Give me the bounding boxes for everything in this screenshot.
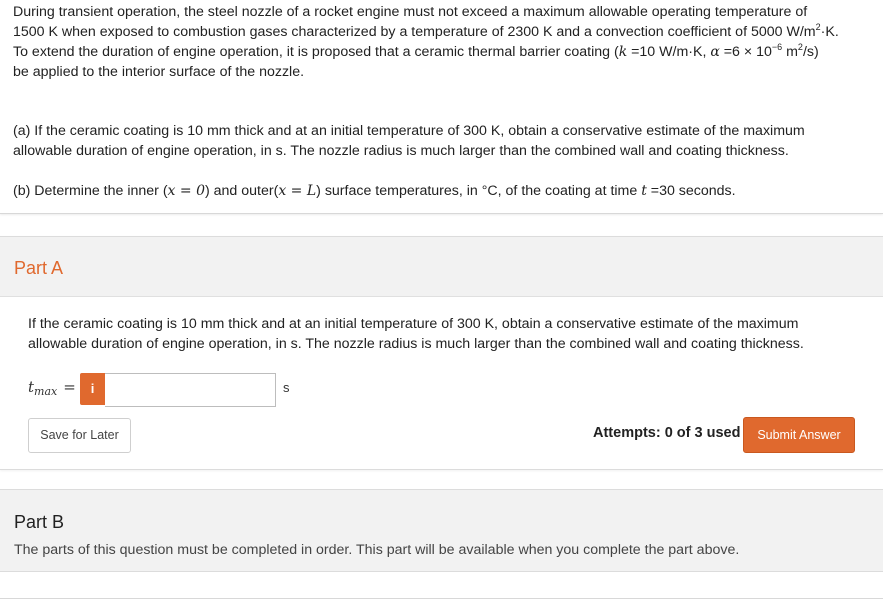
unit-text: ·K. xyxy=(820,24,839,40)
unit-text: m xyxy=(782,44,798,60)
answer-subscript: max xyxy=(34,385,58,398)
math-xL: x = L xyxy=(278,183,317,199)
answer-symbol: t xyxy=(28,378,35,396)
symbol-k: k xyxy=(618,44,628,60)
k-value: =10 W/m·K, xyxy=(627,44,711,60)
part-a-question-line-2: allowable duration of engine operation, in s. The nozzle radius is much larger than the combined wall and coating thickness. xyxy=(28,336,804,352)
problem-part-a xyxy=(13,121,873,161)
superscript: 2 xyxy=(797,42,803,52)
part-a-line-2: allowable duration of engine operation, in s. The nozzle radius is much larger than the combined wall and coating thickness. xyxy=(13,143,789,159)
part-b-title: Part B xyxy=(14,512,65,532)
part-a-line-1: (a) If the ceramic coating is 10 mm thick and at an initial temperature of 300 K, obtain a conservative estimate of the maximum xyxy=(13,123,805,139)
answer-input[interactable] xyxy=(105,373,276,407)
part-a-header xyxy=(0,237,883,297)
divider xyxy=(0,598,883,599)
part-a-question xyxy=(28,314,868,354)
problem-statement xyxy=(0,0,883,214)
symbol-alpha: α xyxy=(710,44,720,60)
submit-answer-button[interactable]: Submit Answer xyxy=(743,417,855,453)
unit-label: s xyxy=(283,380,290,395)
superscript: 2 xyxy=(815,22,821,32)
problem-intro xyxy=(13,2,873,82)
part-b-panel xyxy=(0,489,883,572)
math-x0: x = 0 xyxy=(167,183,205,199)
problem-line-4: be applied to the interior surface of the nozzle. xyxy=(13,64,305,80)
part-b-text: (b) Determine the inner ( xyxy=(13,183,168,199)
unit-text: /s) xyxy=(802,44,819,60)
alpha-value: =6 × 10 xyxy=(719,44,772,60)
problem-line-2: 1500 K when exposed to combustion gases characterized by a temperature of 2300 K and a convection coefficient of 5000 W/m xyxy=(13,24,816,40)
math-t: t xyxy=(641,183,647,199)
problem-line-3: To extend the duration of engine operation, it is proposed that a ceramic thermal barrier coating ( xyxy=(13,44,619,60)
attempts-counter: Attempts: 0 of 3 used xyxy=(593,425,741,441)
save-for-later-button[interactable]: Save for Later xyxy=(28,418,131,453)
part-b-locked-message: The parts of this question must be completed in order. This part will be available when you complete the part above. xyxy=(14,542,740,558)
superscript: −6 xyxy=(771,42,783,52)
part-a-title: Part A xyxy=(14,258,64,278)
part-b-text: ) surface temperatures, in °C, of the coating at time xyxy=(316,183,642,199)
problem-part-b xyxy=(13,181,873,201)
part-b-text: =30 seconds. xyxy=(646,183,736,199)
answer-label xyxy=(28,378,76,398)
equals-sign: = xyxy=(63,378,76,396)
part-b-text: ) and outer( xyxy=(204,183,279,199)
part-a-question-line-1: If the ceramic coating is 10 mm thick and at an initial temperature of 300 K, obtain a conservative estimate of the maximum xyxy=(28,316,799,332)
info-icon[interactable]: i xyxy=(80,373,105,405)
problem-line-1: During transient operation, the steel nozzle of a rocket engine must not exceed a maximum allowable operating temperature of xyxy=(13,4,808,20)
